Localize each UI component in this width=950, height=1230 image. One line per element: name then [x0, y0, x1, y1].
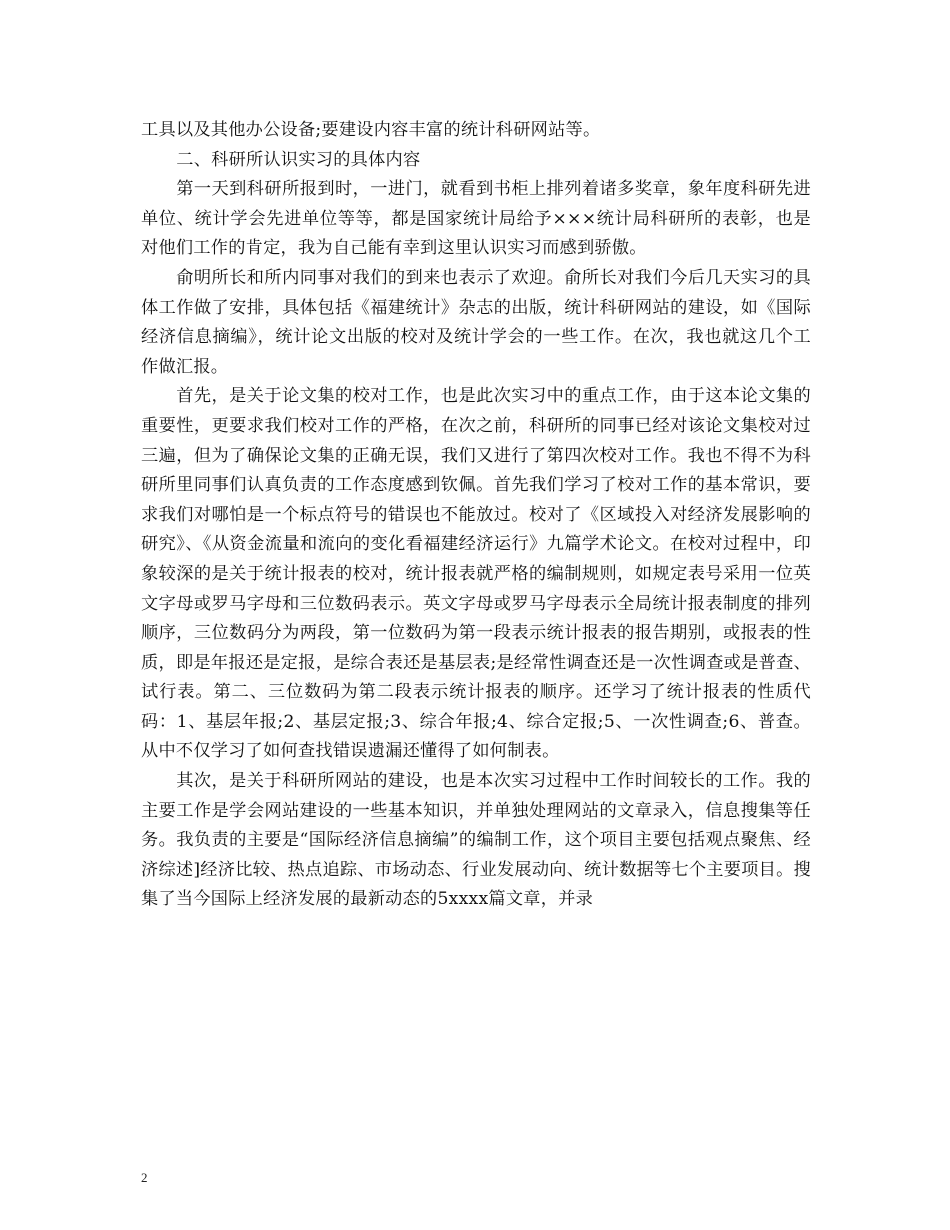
paragraph: 首先，是关于论文集的校对工作，也是此次实习中的重点工作，由于这本论文集的重要性，更要求我们校对工作的严格，在次之前，科研所的同事已经对该论文集校对过三遍，但为了确保论文集的正确无误，我们又进行了第四次校对工作。我也不得不为科研所里同事们认真负责的工作态度感到钦佩。首先我们学习了校对工作的基本常识，要求我们对哪怕是一个标点符号的错误也不能放过。校对了《区域投入对经济发展影响的研究》、《从资金流量和流向的变化看福建经济运行》九篇学术论文。在校对过程中，印象较深的是关于统计报表的校对，统计报表就严格的编制规则，如规定表号采用一位英文字母或罗马字母和三位数码表示。英文字母或罗马字母表示全局统计报表制度的排列顺序，三位数码分为两段，第一位数码为第一段表示统计报表的报告期别，或报表的性质，即是年报还是定报，是综合表还是基层表;是经常性调查还是一次性调查或是普查、试行表。第二、三位数码为第二段表示统计报表的顺序。还学习了统计报表的性质代码：1、基层年报;2、基层定报;3、综合年报;4、综合定报;5、一次性调查;6、普查。从中不仅学习了如何查找错误遗漏还懂得了如何制表。 — [141, 386, 811, 762]
body-text — [141, 116, 811, 915]
paragraph: 其次，是关于科研所网站的建设，也是本次实习过程中工作时间较长的工作。我的主要工作是学会网站建设的一些基本知识，并单独处理网站的文章录入，信息搜集等任务。我负责的主要是“国际经济信息摘编”的编制工作，这个项目主要包括观点聚焦、经济综述]经济比较、热点追踪、市场动态、行业发展动向、统计数据等七个主要项目。搜集了当今国际上经济发展的最新动态的5xxxx篇文章，并录 — [141, 771, 811, 910]
paragraph: 俞明所长和所内同事对我们的到来也表示了欢迎。俞所长对我们今后几天实习的具体工作做了安排，具体包括《福建统计》杂志的出版，统计科研网站的建设，如《国际经济信息摘编》，统计论文出版的校对及统计学会的一些工作。在次，我也就这几个工作做汇报。 — [141, 267, 811, 377]
page-number: 2 — [141, 1170, 148, 1185]
paragraph-continued: 工具以及其他办公设备;要建设内容丰富的统计科研网站等。 — [141, 120, 601, 140]
paragraph: 第一天到科研所报到时，一进门，就看到书柜上排列着诸多奖章，象年度科研先进单位、统计学会先进单位等等，都是国家统计局给予×××统计局科研所的表彰，也是对他们工作的肯定，我为自己能有幸到这里认识实习而感到骄傲。 — [141, 179, 811, 259]
section-heading: 二、科研所认识实习的具体内容 — [176, 149, 421, 170]
